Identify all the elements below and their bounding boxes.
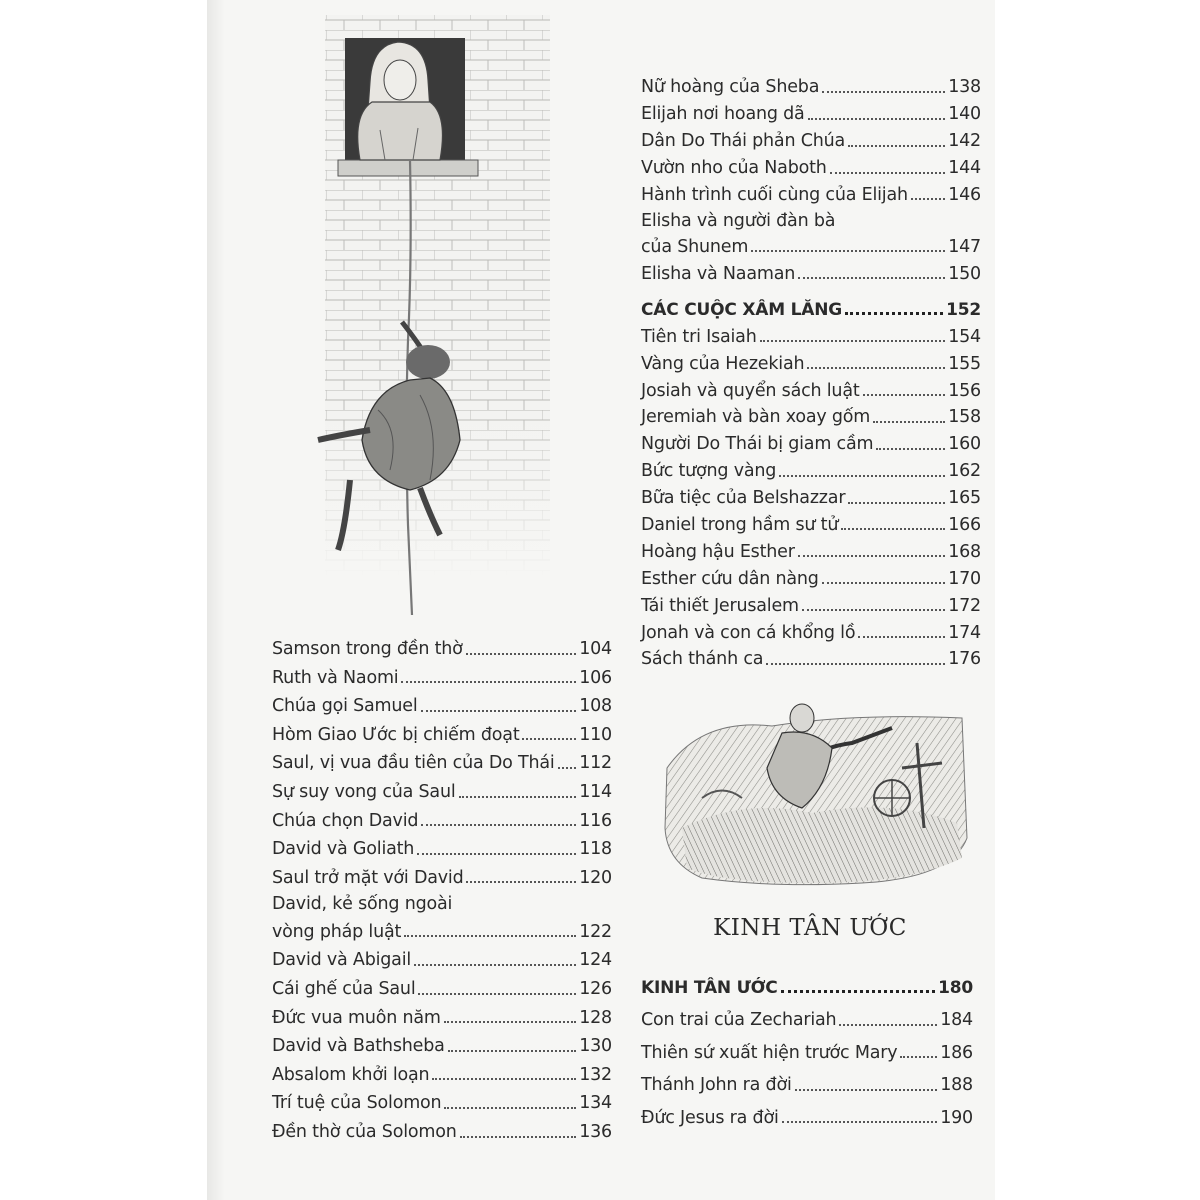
toc-entry-page: 162: [948, 461, 981, 482]
dot-leader: [448, 1050, 577, 1052]
toc-entry-title: Bức tượng vàng: [641, 461, 777, 482]
toc-entry[interactable]: [641, 204, 981, 256]
toc-entry-title: Thiên sứ xuất hiện trước Mary: [641, 1042, 898, 1063]
dot-leader: [808, 118, 946, 120]
toc-entry-page: 108: [579, 696, 612, 717]
dot-leader: [760, 340, 946, 342]
toc-entry-page: 122: [579, 921, 612, 942]
toc-entry-title: David và Bathsheba: [272, 1036, 445, 1057]
toc-entry[interactable]: [272, 744, 612, 773]
toc-entry-page: 180: [938, 978, 973, 998]
toc-entry-page: 154: [948, 326, 981, 347]
toc-entry-page: 146: [948, 184, 981, 205]
toc-entry-page: 142: [948, 131, 981, 152]
toc-entry-title: Saul trở mặt với David: [272, 867, 464, 888]
toc-entry[interactable]: [641, 427, 981, 454]
storm-scene-illustration: [662, 688, 972, 888]
toc-entry-title: Elisha và Naaman: [641, 263, 796, 284]
toc-entry[interactable]: [272, 802, 612, 831]
toc-entry[interactable]: [272, 659, 612, 688]
toc-entry[interactable]: [272, 941, 612, 970]
toc-entry-page: 155: [948, 353, 981, 374]
toc-entry-title: Elijah nơi hoang dã: [641, 104, 805, 125]
toc-section-entry[interactable]: [641, 965, 973, 997]
toc-entry-title: Jonah và con cá khổng lồ: [641, 622, 856, 643]
toc-entry-page: 118: [579, 839, 612, 860]
toc-entry-page: 136: [579, 1122, 612, 1142]
toc-entry[interactable]: [272, 859, 612, 888]
toc-section-title: KINH TÂN ƯỚC: [641, 978, 778, 998]
new-testament-heading: KINH TÂN ƯỚC: [713, 915, 907, 941]
toc-entry-page: 134: [579, 1093, 612, 1114]
toc-entry-page: 132: [579, 1064, 612, 1085]
dot-leader: [522, 738, 576, 740]
toc-entry[interactable]: [641, 588, 981, 615]
toc-entry[interactable]: [641, 151, 981, 178]
toc-entry[interactable]: [641, 508, 981, 535]
toc-entry[interactable]: [272, 630, 612, 659]
toc-entry-page: 130: [579, 1036, 612, 1057]
toc-entry-page: 140: [948, 104, 981, 125]
toc-entry-title: Chúa gọi Samuel: [272, 696, 418, 717]
toc-entry[interactable]: [641, 561, 981, 588]
toc-entry-title: Đền thờ của Solomon: [272, 1122, 457, 1142]
toc-entry[interactable]: [641, 319, 981, 346]
toc-entry-title: Saul, vị vua đầu tiên của Do Thái: [272, 753, 555, 774]
toc-entry-title: Josiah và quyển sách luật: [641, 380, 860, 401]
dot-leader: [845, 312, 943, 315]
toc-entry-title-line1: Elisha và người đàn bà: [641, 210, 836, 231]
toc-entry[interactable]: [641, 124, 981, 151]
toc-entry-title: Người Do Thái bị giam cầm: [641, 434, 874, 455]
toc-entry-page: 120: [579, 867, 612, 888]
toc-entry-page: 160: [948, 434, 981, 455]
dot-leader: [414, 964, 576, 966]
toc-entry-page: 150: [948, 263, 981, 284]
dot-leader: [798, 277, 945, 279]
dot-leader: [466, 881, 576, 883]
toc-left-column: [272, 630, 612, 1142]
toc-entry-title: Samson trong đền thờ: [272, 639, 463, 660]
toc-entry[interactable]: [641, 256, 981, 283]
toc-entry[interactable]: [641, 97, 981, 124]
toc-entry-page: 184: [940, 1010, 973, 1030]
toc-entry-title: Hoàng hậu Esther: [641, 541, 795, 562]
toc-entry-page: 114: [579, 782, 612, 803]
toc-entry[interactable]: [641, 70, 981, 97]
toc-entry[interactable]: [272, 1056, 612, 1085]
toc-entry-title: Jeremiah và bàn xoay gốm: [641, 407, 871, 428]
toc-entry-page: 112: [579, 753, 612, 774]
dot-leader: [822, 582, 945, 584]
toc-entry[interactable]: [641, 373, 981, 400]
toc-entry-title: David và Goliath: [272, 839, 415, 860]
toc-entry-page: 152: [946, 300, 981, 321]
dot-leader: [781, 990, 936, 993]
toc-entry-title: Vườn nho của Naboth: [641, 158, 827, 179]
toc-entry-page: 144: [948, 158, 981, 179]
dot-leader: [858, 636, 945, 638]
toc-section-title: CÁC CUỘC XÂM LĂNG: [641, 300, 843, 321]
dot-leader: [459, 796, 577, 798]
toc-section-entry[interactable]: [641, 283, 981, 319]
toc-entry-title-line2: vòng pháp luật: [272, 921, 402, 942]
dot-leader: [863, 394, 946, 396]
toc-entry-title: Cái ghế của Saul: [272, 979, 416, 1000]
toc-entry-page: 166: [948, 514, 981, 535]
toc-entry-title: Nữ hoàng của Sheba: [641, 77, 820, 98]
toc-entry-page: 110: [579, 724, 612, 745]
toc-entry-page: 174: [948, 622, 981, 643]
dot-leader: [900, 1056, 937, 1058]
toc-entry[interactable]: [272, 687, 612, 716]
toc-entry[interactable]: [641, 615, 981, 642]
dot-leader: [911, 198, 945, 200]
toc-entry-title: Chúa chọn David: [272, 810, 419, 831]
dot-leader: [782, 1121, 938, 1123]
toc-entry-page: 138: [948, 77, 981, 98]
toc-entry-page: 156: [948, 380, 981, 401]
toc-entry-title: Vàng của Hezekiah: [641, 353, 805, 374]
toc-entry-title: Hành trình cuối cùng của Elijah: [641, 184, 908, 205]
toc-right-column: [641, 70, 981, 669]
toc-entry[interactable]: [641, 178, 981, 205]
toc-entry[interactable]: [272, 716, 612, 745]
toc-entry[interactable]: [272, 830, 612, 859]
toc-entry-page: 188: [940, 1075, 973, 1095]
toc-entry-title: Đức Jesus ra đời: [641, 1107, 779, 1128]
dot-leader: [848, 145, 945, 147]
dot-leader: [807, 367, 945, 369]
toc-entry[interactable]: [641, 1030, 973, 1063]
toc-entry-page: 158: [948, 407, 981, 428]
toc-entry[interactable]: [641, 997, 973, 1030]
toc-entry[interactable]: [641, 454, 981, 481]
toc-entry-title: Sự suy vong của Saul: [272, 782, 456, 803]
toc-entry[interactable]: [641, 1095, 973, 1128]
dot-leader: [460, 1136, 577, 1138]
toc-entry[interactable]: [641, 481, 981, 508]
toc-entry[interactable]: [641, 1062, 973, 1095]
rope-escape-illustration: [290, 10, 590, 625]
dot-leader: [848, 502, 945, 504]
toc-entry[interactable]: [641, 534, 981, 561]
toc-entry-page: 176: [948, 649, 981, 670]
toc-entry-title: Sách thánh ca: [641, 649, 764, 670]
toc-entry-title: Con trai của Zechariah: [641, 1010, 837, 1030]
dot-leader: [421, 824, 576, 826]
dot-leader: [432, 1078, 576, 1080]
page-gutter-shadow: [207, 0, 225, 1200]
toc-entry[interactable]: [641, 346, 981, 373]
toc-entry-page: 165: [948, 488, 981, 509]
dot-leader: [876, 448, 945, 450]
toc-entry[interactable]: [272, 999, 612, 1028]
toc-entry-page: 170: [948, 568, 981, 589]
dot-leader: [766, 663, 945, 665]
dot-leader: [795, 1089, 938, 1091]
toc-entry-page: 106: [579, 667, 612, 688]
toc-entry-page: 116: [579, 810, 612, 831]
toc-entry-page: 104: [579, 639, 612, 660]
dot-leader: [418, 993, 576, 995]
dot-leader: [802, 609, 945, 611]
dot-leader: [466, 653, 576, 655]
toc-entry-page: 168: [948, 541, 981, 562]
dot-leader: [558, 767, 577, 769]
toc-entry-page: 190: [940, 1107, 973, 1128]
toc-entry-title-line1: David, kẻ sống ngoài: [272, 893, 453, 914]
toc-entry-title: Esther cứu dân nàng: [641, 568, 819, 589]
toc-entry-title-line2: của Shunem: [641, 236, 749, 257]
toc-entry-title: Tiên tri Isaiah: [641, 326, 757, 347]
toc-entry-title: Đức vua muôn năm: [272, 1007, 441, 1028]
toc-entry-page: 126: [579, 979, 612, 1000]
toc-entry-page: 147: [948, 236, 981, 257]
toc-entry-title: David và Abigail: [272, 950, 412, 971]
dot-leader: [798, 555, 945, 557]
dot-leader: [822, 91, 945, 93]
dot-leader: [841, 528, 945, 530]
toc-entry-title: Daniel trong hầm sư tử: [641, 514, 839, 535]
toc-entry-title: Tái thiết Jerusalem: [641, 595, 799, 616]
dot-leader: [421, 710, 577, 712]
toc-entry[interactable]: [272, 1084, 612, 1113]
toc-entry-title: Thánh John ra đời: [641, 1075, 792, 1095]
toc-entry-title: Dân Do Thái phản Chúa: [641, 131, 846, 152]
toc-entry-title: Ruth và Naomi: [272, 667, 399, 688]
toc-entry[interactable]: [641, 400, 981, 427]
toc-entry[interactable]: [272, 773, 612, 802]
toc-entry-title: Trí tuệ của Solomon: [272, 1093, 442, 1114]
dot-leader: [839, 1024, 937, 1026]
dot-leader: [873, 421, 945, 423]
dot-leader: [751, 250, 945, 252]
toc-entry-page: 172: [948, 595, 981, 616]
dot-leader: [404, 935, 576, 937]
toc-entry-page: 128: [579, 1007, 612, 1028]
toc-new-testament-list: [641, 965, 973, 1127]
dot-leader: [779, 475, 945, 477]
toc-entry-title: Absalom khởi loạn: [272, 1064, 430, 1085]
toc-entry[interactable]: [272, 1113, 612, 1142]
toc-entry-title: Hòm Giao Ước bị chiếm đoạt: [272, 724, 520, 745]
toc-entry[interactable]: [272, 970, 612, 999]
dot-leader: [417, 853, 576, 855]
dot-leader: [444, 1021, 576, 1023]
dot-leader: [401, 681, 576, 683]
toc-entry-page: 186: [940, 1042, 973, 1063]
dot-leader: [444, 1107, 576, 1109]
toc-entry[interactable]: [272, 1027, 612, 1056]
toc-entry-page: 124: [579, 950, 612, 971]
toc-entry-title: Bữa tiệc của Belshazzar: [641, 488, 846, 509]
toc-entry[interactable]: [272, 887, 612, 941]
toc-entry[interactable]: [641, 642, 981, 669]
dot-leader: [830, 172, 946, 174]
